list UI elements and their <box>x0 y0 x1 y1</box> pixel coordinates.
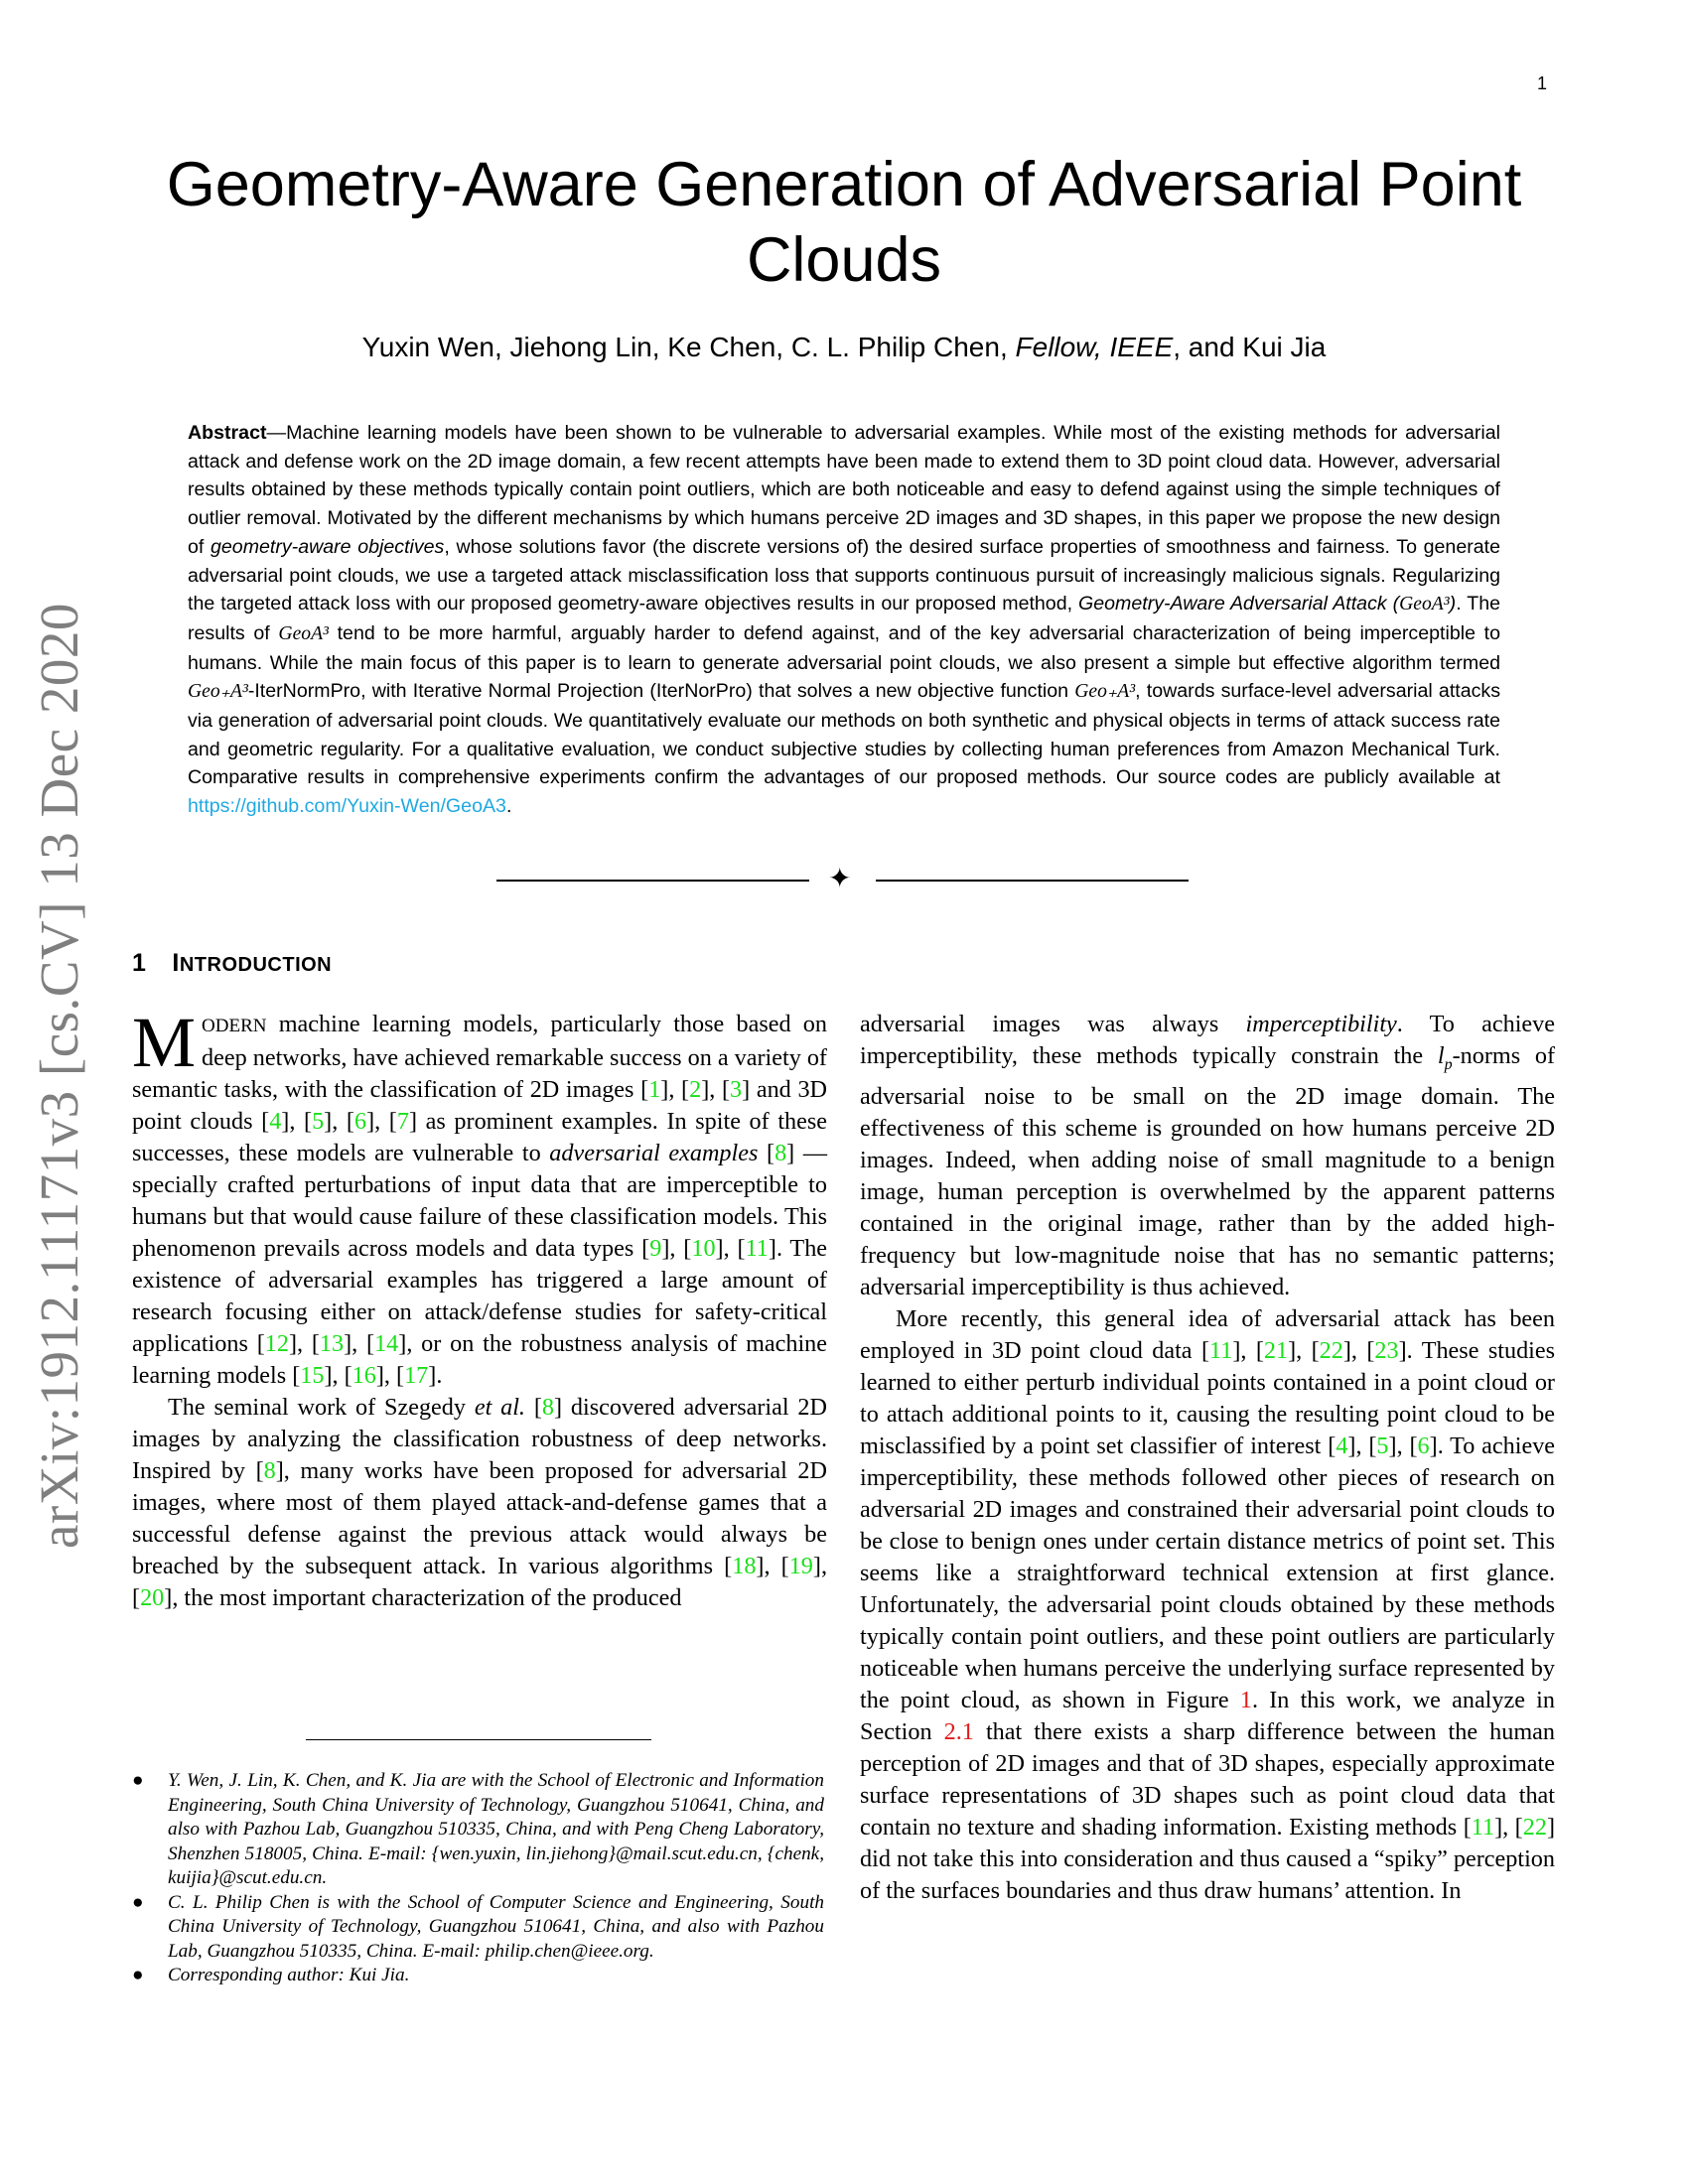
math-geoa3: GeoA³ <box>1399 594 1450 615</box>
math-geoplus-a3: Geo₊A³ <box>188 681 248 703</box>
citation-link[interactable]: 4 <box>269 1108 282 1135</box>
citation-link[interactable]: 17 <box>404 1362 429 1389</box>
text: adversarial images was always <box>860 1011 1246 1037</box>
citation-link[interactable]: 8 <box>774 1140 787 1166</box>
citation-link[interactable]: 22 <box>1522 1813 1547 1841</box>
text: , or on the robustness analysis of machine learning models <box>132 1330 828 1389</box>
section-number: 1 <box>132 949 147 977</box>
left-column <box>132 1003 828 1614</box>
section-title: I <box>172 949 180 977</box>
citation-link[interactable]: 10 <box>691 1235 716 1262</box>
citation-link[interactable]: 12 <box>264 1330 289 1357</box>
text: that there exists a sharp difference between the human perception of 2D images and that of 3D shapes, especially approximate surface representations of 3D shapes such as point cloud data that contain no texture and shading information. Existing methods <box>860 1717 1555 1841</box>
citation-link[interactable]: 11 <box>1471 1813 1495 1841</box>
citation-link[interactable]: 18 <box>732 1553 757 1579</box>
text: and 3D point clouds <box>132 1076 828 1135</box>
citation-link[interactable]: 13 <box>319 1330 345 1357</box>
text: . These studies learned to either perturb individual points contained in a point cloud or to attach additional points to it, causing the resulting point cloud to be misclassified by a point set classifier of interest <box>860 1336 1556 1459</box>
paragraph: More recently, this general idea of adversarial attack has been employed in 3D point cloud data [11], [21], [22], [23]. These studies learned to either perturb individual points contained in a point cloud or to attach additional points to it, causing the resulting point cloud to be misclassified by a point set classifier of interest [4], [5], [6]. To achieve imperceptibility, these methods followed other pieces of research on adversarial 2D images and constrained their adversarial point clouds to be close to benign ones under certain distance metrics of point set. This seems like a straightforward technical extension at first glance. Unfortunately, the adversarial point clouds obtained by these methods typically contain point outliers, and these point outliers are particularly noticeable when humans perceive the underlying surface represented by the point cloud, as shown in Figure 1. In this work, we analyze in Section 2.1 that there exists a sharp difference between the human perception of 2D images and that of 3D shapes, especially approximate surface representations of 3D shapes such as point cloud data that contain no texture and shading information. Existing methods [11], [22] did not take this into consideration and thus caused a “spiky” perception of the surfaces boundaries and thus draw humans’ attention. In <box>860 1304 1556 1904</box>
citation-link[interactable]: 11 <box>745 1235 769 1262</box>
abstract-emphasis: Geometry-Aware Adversarial Attack ( <box>1078 593 1400 615</box>
source-code-link[interactable]: https://github.com/Yuxin-Wen/GeoA3 <box>188 795 506 818</box>
footnote-text: Corresponding author: Kui Jia. <box>168 1965 410 1985</box>
text: . To achieve imperceptibility, these methods followed other pieces of research on adversarial 2D images and constrained their adversarial point clouds to be close to benign ones under certain distance metrics of point set. This seems like a straightforward technical extension at first glance. Unfortunately, the adversarial point clouds obtained by these methods typically contain point outliers, and these point outliers are particularly noticeable when humans perceive the underlying surface represented by the point cloud, as shown in Figure <box>860 1432 1556 1713</box>
author-names: Yuxin Wen, Jiehong Lin, Ke Chen, C. L. Philip Chen, <box>361 332 1016 362</box>
emphasis: et al. <box>474 1394 525 1421</box>
bullet-icon: ● <box>132 1891 144 1913</box>
paper-title-text: Geometry-Aware Generation of Adversarial Point Clouds <box>166 150 1522 295</box>
right-column <box>860 1009 1555 1907</box>
abstract-text: , whose solutions favor (the discrete versions of) the desired surface properties of smoothness and fairness. To generate adversarial point clouds, we use a targeted attack misclassification loss that supports continuous pursuit of increasingly malicious signals. Regularizing the targeted attack loss with our proposed geometry-aware objectives results in our proposed method, <box>188 535 1500 615</box>
text: . The existence of adversarial examples has triggered a large amount of research focusing either on attack/defense studies for safety-critical applications <box>132 1235 828 1357</box>
text: — specially crafted perturbations of input data that are imperceptible to humans but that would cause failure of these classification models. This phenomenon prevails across models and data types <box>132 1140 827 1262</box>
math-geoplus-a3: Geo₊A³ <box>1074 681 1136 703</box>
section-ref-link[interactable]: 2.1 <box>943 1717 974 1745</box>
abstract-text: -IterNormPro, with Iterative Normal Projection (IterNorPro) that solves a new objective function <box>247 680 1075 703</box>
citation-link[interactable]: 14 <box>374 1330 399 1357</box>
emphasis: imperceptibility <box>1245 1011 1397 1037</box>
text: . In this work, we analyze in Section <box>860 1686 1556 1745</box>
citation-link[interactable]: 16 <box>352 1362 376 1389</box>
text: More recently, this general idea of adversarial attack has been employed in 3D point cloud data <box>860 1304 1555 1364</box>
citation-link[interactable]: 22 <box>1319 1336 1343 1364</box>
diamond-ornament-icon: ✦ <box>828 864 852 894</box>
abstract-text: —Machine learning models have been shown to be vulnerable to adversarial examples. While most of the existing methods for adversarial attack and defense work on the 2D image domain, a few recent attempts have been made to extend them to 3D point cloud data. However, adversarial results obtained by these methods typically contain point outliers, which are both noticeable and easy to defend against using the simple techniques of outlier removal. Motivated by the different mechanisms by which humans perceive 2D images and 3D shapes, in this paper we propose the new design of <box>188 422 1500 558</box>
figure-ref-link[interactable]: 1 <box>1239 1686 1252 1713</box>
paragraph: The seminal work of Szegedy et al. [8] discovered adversarial 2D images by analyzing the classification robustness of deep networks. Inspired by [8], many works have been proposed for adversarial 2D images, where most of them played attack-and-defense games that a successful defense against the previous attack would always be breached by the subsequent attack. In various algorithms [18], [19], [20], the most important characterization of the produced <box>132 1394 827 1611</box>
text: did not take this into consideration and thus caused a “spiky” perception of the surfaces boundaries and thus draw humans’ attention. In <box>860 1844 1555 1904</box>
citation-link[interactable]: 5 <box>1376 1432 1389 1459</box>
citation-link[interactable]: 8 <box>541 1394 554 1421</box>
drop-cap: M <box>132 1003 197 1082</box>
abstract-text: , towards surface-level adversarial attacks via generation of adversarial point clouds. We quantitatively evaluate our methods on both synthetic and physical objects in terms of attack success rate and geometric regularity. For a qualitative evaluation, we conduct subjective studies by collecting human preferences from Amazon Mechanical Turk. Comparative results in comprehensive experiments confirm the advantages of our proposed methods. Our source codes are publicly available at <box>188 680 1500 789</box>
section-heading-introduction <box>132 949 332 978</box>
abstract-emphasis: geometry-aware objectives <box>211 535 445 558</box>
small-caps-lead: ODERN <box>202 1016 267 1036</box>
abstract <box>188 419 1500 821</box>
footnote-item <box>132 1964 824 1988</box>
abstract-text: . The results of <box>188 593 1500 644</box>
citation-link[interactable]: 11 <box>1209 1336 1233 1364</box>
citation-link[interactable]: 6 <box>1417 1432 1430 1459</box>
abstract-label: Abstract <box>188 422 267 444</box>
citation-link[interactable]: 6 <box>353 1108 367 1135</box>
citation-link[interactable]: 5 <box>312 1108 325 1135</box>
paragraph: MODERN machine learning models, particularly those based on deep networks, have achieved remarkable success on a variety of semantic tasks, with the classification of 2D images [1], [2], [3] and 3D point clouds [4], [5], [6], [7] as prominent examples. In spite of these successes, these models are vulnerable to adversarial examples [8] — specially crafted perturbations of input data that are imperceptible to humans but that would cause failure of these classification models. This phenomenon prevails across models and data types [9], [10], [11]. The existence of adversarial examples has triggered a large amount of research focusing either on attack/defense studies for safety-critical applications [12], [13], [14], or on the robustness analysis of machine learning models [15], [16], [17]. <box>132 1003 828 1389</box>
text: as prominent examples. In spite of these successes, these models are vulnerable to <box>132 1108 828 1166</box>
citation-link[interactable]: 20 <box>140 1584 165 1611</box>
author-list <box>159 332 1529 363</box>
citation-link[interactable]: 8 <box>263 1457 276 1484</box>
citation-link[interactable]: 21 <box>1263 1336 1289 1364</box>
footnotes <box>132 1769 824 1988</box>
page-number: 1 <box>1537 73 1548 93</box>
text: discovered adversarial 2D images by analyzing the classification robustness of deep networks. Inspired by <box>132 1394 827 1484</box>
citation-link[interactable]: 9 <box>649 1235 662 1262</box>
paper-title <box>159 147 1529 298</box>
divider-left <box>496 880 809 882</box>
text: The seminal work of Szegedy <box>168 1394 475 1421</box>
citation-link[interactable]: 3 <box>730 1076 743 1103</box>
bullet-icon: ● <box>132 1965 144 1985</box>
footnote-item <box>132 1891 824 1965</box>
text: . To achieve imperceptibility, these methods typically constrain the <box>860 1011 1555 1069</box>
paragraph <box>860 1009 1555 1303</box>
text: , many works have been proposed for adversarial 2D images, where most of them played attack-and-defense games that a successful defense against the previous attack would always be breached by the subsequent attack. In various algorithms <box>132 1457 827 1579</box>
section-title: NTRODUCTION <box>179 954 333 976</box>
abstract-emphasis: ) <box>1449 593 1457 615</box>
emphasis: adversarial examples <box>549 1140 759 1166</box>
author-fellow: Fellow, IEEE <box>1015 332 1174 362</box>
citation-link[interactable]: 19 <box>788 1553 813 1579</box>
text: , the most important characterization of the produced <box>172 1584 682 1611</box>
footnote-item <box>132 1769 824 1891</box>
citation-link[interactable]: 1 <box>648 1076 661 1103</box>
footnote-rule <box>306 1739 651 1740</box>
footnote-text: C. L. Philip Chen is with the School of Computer Science and Engineering, South China University of Technology, Guangzhou 510641, China, and also with Pazhou Lab, Guangzhou 510335, China. E-mail: philip.chen@ieee.org. <box>168 1891 824 1962</box>
text: machine learning models, particularly those based on deep networks, have achieved remarkable success on a variety of semantic tasks, with the classification of 2D images <box>132 1011 827 1103</box>
author-last: , and Kui Jia <box>1173 332 1327 362</box>
citation-link[interactable]: 4 <box>1336 1432 1348 1459</box>
text: -norms of adversarial noise to be small on the 2D image domain. The effectiveness of this scheme is grounded on how humans perceive 2D images. Indeed, when adding noise of small magnitude to a benign image, human perception is overwhelmed by the apparent patterns contained in the original image, rather than by the added high-frequency but low-magnitude noise that has no semantic patterns; adversarial imperceptibility is thus achieved. <box>860 1042 1555 1300</box>
math-lp: l <box>1437 1042 1445 1069</box>
citation-link[interactable]: 2 <box>689 1076 702 1103</box>
bullet-icon: ● <box>132 1770 144 1791</box>
text: . <box>436 1362 443 1389</box>
citation-link[interactable]: 23 <box>1374 1336 1399 1364</box>
abstract-text: . <box>505 795 512 818</box>
abstract-text: tend to be more harmful, arguably harder to defend against, and of the key adversarial characterization of being imperceptible to humans. While the main focus of this paper is to learn to generate adversarial point clouds, we also present a simple but effective algorithm termed <box>188 621 1500 674</box>
citation-link[interactable]: 7 <box>396 1108 409 1135</box>
arxiv-stamp: arXiv:1912.11171v3 [cs.CV] 13 Dec 2020 <box>29 603 89 1549</box>
math-geoa3: GeoA³ <box>278 622 329 644</box>
footnote-text: Y. Wen, J. Lin, K. Chen, and K. Jia are with the School of Electronic and Information Engineering, South China University of Technology, Guangzhou 510641, China, and also with Pazhou Lab, Guangzhou 510335, China, and with Peng Cheng Laboratory, Shenzhen 518005, China. E-mail: {wen.yuxin, lin.jiehong}@mail.scut.edu.cn, {chenk, kuijia}@scut.edu.cn. <box>168 1770 824 1888</box>
divider-right <box>876 880 1189 882</box>
citation-link[interactable]: 15 <box>300 1362 325 1389</box>
math-subscript: p <box>1444 1055 1453 1073</box>
